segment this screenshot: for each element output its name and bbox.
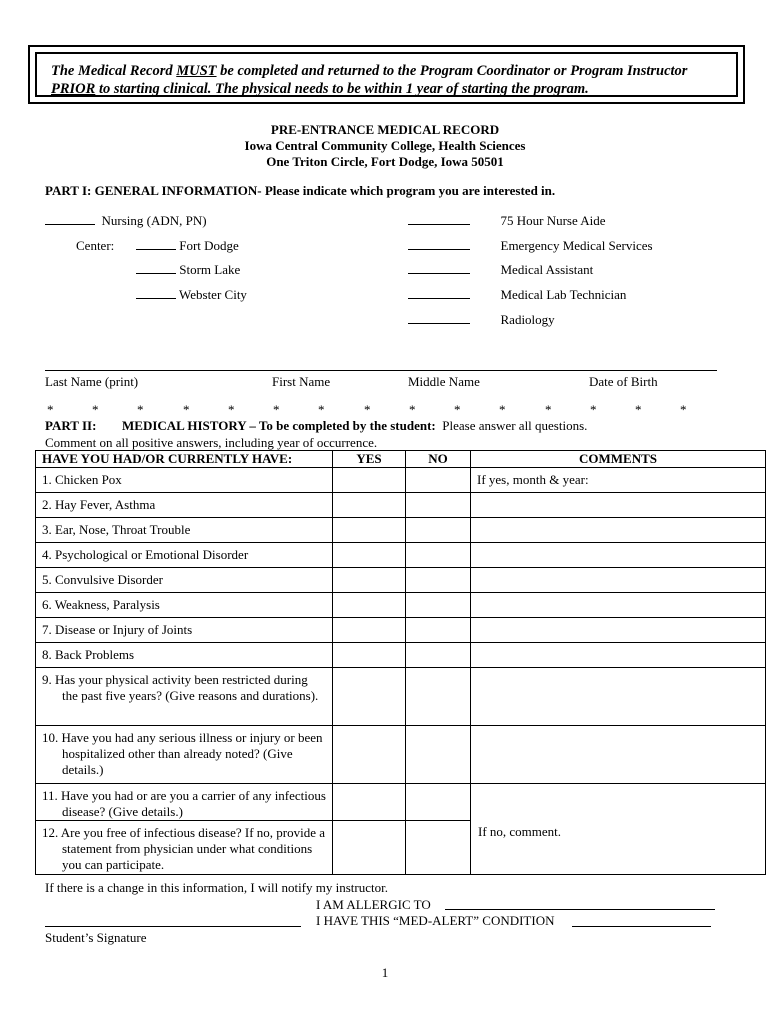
- center-blank[interactable]: [136, 287, 176, 299]
- center-webster-city[interactable]: [136, 287, 247, 303]
- comment-text: [477, 593, 759, 597]
- nursing-blank[interactable]: [45, 213, 95, 225]
- star-separator: *: [499, 402, 506, 417]
- question-cell: [36, 593, 333, 618]
- question-cell: [36, 518, 333, 543]
- nursing-label: Nursing (ADN, PN): [101, 213, 207, 228]
- program-label: 75 Hour Nurse Aide: [500, 213, 606, 228]
- center-fort-dodge[interactable]: [136, 238, 239, 254]
- signature-label: Student’s Signature: [45, 930, 147, 945]
- comment-text: [477, 543, 759, 547]
- question-cell: [36, 618, 333, 643]
- medical-history-table: [35, 450, 766, 875]
- program-nurse-aide[interactable]: [408, 213, 606, 229]
- notice-inner-border: [35, 52, 738, 97]
- table-row: [36, 726, 766, 784]
- program-med-lab[interactable]: [408, 287, 626, 303]
- yes-cell[interactable]: [333, 518, 406, 543]
- change-note: If there is a change in this information, I will notify my instructor.: [45, 880, 388, 895]
- allergic-entry-line[interactable]: [445, 909, 715, 910]
- comment-text: If no, comment.: [478, 824, 562, 839]
- comment-text: [477, 668, 759, 672]
- notice-part3: to starting clinical. The physical needs to be within 1 year of starting the program.: [95, 81, 589, 97]
- table-row: [36, 568, 766, 593]
- question-text: 4. Psychological or Emotional Disorder: [42, 547, 249, 562]
- last-name-label: Last Name (print): [45, 374, 139, 389]
- table-row: [36, 493, 766, 518]
- yes-cell[interactable]: [333, 618, 406, 643]
- medalert-entry-line[interactable]: [572, 926, 711, 927]
- no-cell[interactable]: [406, 493, 471, 518]
- program-ems[interactable]: [408, 238, 653, 254]
- comment-text: [477, 618, 759, 622]
- comment-note: Comment on all positive answers, including year of occurrence.: [45, 435, 378, 450]
- medalert-label: I HAVE THIS “MED-ALERT” CONDITION: [316, 913, 555, 928]
- part1-heading: PART I: GENERAL INFORMATION- Please indicate which program you are interested in.: [45, 183, 556, 198]
- question-text: 5. Convulsive Disorder: [42, 572, 163, 587]
- yes-cell[interactable]: [333, 643, 406, 668]
- yes-cell[interactable]: [333, 468, 406, 493]
- yes-cell[interactable]: [333, 593, 406, 618]
- part2-heading-line: [122, 418, 587, 434]
- yes-cell[interactable]: [333, 543, 406, 568]
- comment-cell[interactable]: [471, 568, 766, 593]
- middle-name-label: Middle Name: [408, 374, 480, 389]
- center-blank[interactable]: [136, 238, 176, 250]
- yes-cell[interactable]: [333, 821, 406, 875]
- star-separator: *: [137, 402, 144, 417]
- question-cell: [36, 568, 333, 593]
- program-label: Medical Assistant: [500, 262, 594, 277]
- no-cell[interactable]: [406, 821, 471, 875]
- form-title: PRE-ENTRANCE MEDICAL RECORD: [270, 122, 500, 137]
- notice-text: [51, 62, 687, 98]
- question-cell: [36, 543, 333, 568]
- notice-box: [28, 45, 745, 104]
- program-label: Radiology: [500, 312, 555, 327]
- star-separator: *: [364, 402, 371, 417]
- question-text: 11. Have you had or are you a carrier of any infectious disease? (Give details.): [42, 788, 326, 819]
- program-blank[interactable]: [408, 262, 470, 274]
- comment-cell[interactable]: [471, 468, 766, 493]
- program-medical-assistant[interactable]: [408, 262, 593, 278]
- comment-cell[interactable]: [471, 593, 766, 618]
- program-blank[interactable]: [408, 287, 470, 299]
- table-row: [36, 543, 766, 568]
- yes-cell[interactable]: [333, 726, 406, 784]
- star-separator: *: [409, 402, 416, 417]
- question-text: 6. Weakness, Paralysis: [42, 597, 160, 612]
- program-radiology[interactable]: [408, 312, 555, 328]
- no-cell[interactable]: [406, 618, 471, 643]
- notice-part1: The Medical Record: [51, 63, 177, 79]
- question-cell: [36, 643, 333, 668]
- no-cell[interactable]: [406, 568, 471, 593]
- yes-cell[interactable]: [333, 784, 406, 821]
- no-cell[interactable]: [406, 668, 471, 726]
- comment-text: If yes, month & year:: [477, 472, 589, 487]
- table-row: [36, 643, 766, 668]
- notice-part2: be completed and returned to the Program Coordinator or Program Instructor: [216, 63, 688, 79]
- comment-cell[interactable]: [471, 726, 766, 784]
- question-cell: [36, 784, 333, 821]
- center-label: Center:: [76, 238, 115, 253]
- notice-prior: PRIOR: [51, 81, 96, 97]
- question-text: 8. Back Problems: [42, 647, 135, 662]
- star-separator: *: [545, 402, 552, 417]
- star-separator: *: [47, 402, 54, 417]
- question-cell: [36, 726, 333, 784]
- table-row: [36, 618, 766, 643]
- comment-cell[interactable]: [471, 643, 766, 668]
- college-address: One Triton Circle, Fort Dodge, Iowa 50501: [266, 154, 504, 169]
- first-name-label: First Name: [272, 374, 331, 389]
- no-cell[interactable]: [406, 726, 471, 784]
- star-separator: *: [92, 402, 99, 417]
- no-cell[interactable]: [406, 543, 471, 568]
- header-comments: COMMENTS: [471, 451, 766, 468]
- yes-cell[interactable]: [333, 493, 406, 518]
- header-question: HAVE YOU HAD/OR CURRENTLY HAVE:: [36, 451, 333, 468]
- center-label-text: Webster City: [179, 287, 247, 302]
- star-separator: *: [183, 402, 190, 417]
- part2-label: PART II:: [45, 418, 97, 433]
- no-cell[interactable]: [406, 593, 471, 618]
- star-separator: *: [228, 402, 235, 417]
- star-separator: *: [635, 402, 642, 417]
- question-text: 7. Disease or Injury of Joints: [42, 622, 193, 637]
- question-cell: [36, 668, 333, 726]
- table-row: [36, 518, 766, 543]
- question-text: 9. Has your physical activity been restricted during the past five years? (Give reasons and durations).: [42, 672, 319, 703]
- star-separator: *: [680, 402, 687, 417]
- comment-cell[interactable]: [471, 493, 766, 518]
- star-separator: *: [318, 402, 325, 417]
- name-entry-line[interactable]: [45, 370, 717, 371]
- allergic-label: I AM ALLERGIC TO: [316, 897, 431, 912]
- question-cell: [36, 821, 333, 875]
- question-cell: [36, 468, 333, 493]
- program-blank[interactable]: [408, 238, 470, 250]
- header-yes: YES: [333, 451, 406, 468]
- star-separator: *: [590, 402, 597, 417]
- comment-text: [477, 726, 759, 730]
- header-no: NO: [406, 451, 471, 468]
- page-number: 1: [381, 965, 389, 980]
- comment-cell[interactable]: [471, 668, 766, 726]
- center-label-text: Storm Lake: [179, 262, 241, 277]
- table-row: [36, 468, 766, 493]
- question-text: 3. Ear, Nose, Throat Trouble: [42, 522, 191, 537]
- table-row: [36, 593, 766, 618]
- no-cell[interactable]: [406, 518, 471, 543]
- signature-line[interactable]: [45, 926, 301, 927]
- comment-text: [477, 493, 759, 497]
- table-header-row: [36, 451, 766, 468]
- notice-must: MUST: [176, 63, 217, 79]
- comment-text: [477, 568, 759, 572]
- no-cell[interactable]: [406, 643, 471, 668]
- yes-cell[interactable]: [333, 668, 406, 726]
- comment-cell[interactable]: [471, 543, 766, 568]
- question-text: 12. Are you free of infectious disease? If no, provide a statement from physician under what conditions you can participate.: [42, 825, 326, 872]
- center-label-text: Fort Dodge: [179, 238, 239, 253]
- program-blank[interactable]: [408, 213, 470, 225]
- program-blank[interactable]: [408, 312, 470, 324]
- no-cell[interactable]: [406, 468, 471, 493]
- star-separator: *: [454, 402, 461, 417]
- program-nursing[interactable]: [45, 213, 207, 229]
- comment-cell[interactable]: [471, 618, 766, 643]
- comment-cell[interactable]: [471, 518, 766, 543]
- dob-label: Date of Birth: [589, 374, 658, 389]
- college-name: Iowa Central Community College, Health Sciences: [244, 138, 526, 153]
- question-text: 1. Chicken Pox: [42, 472, 122, 487]
- comment-text: [477, 643, 759, 647]
- comment-text: [477, 518, 759, 522]
- no-cell[interactable]: [406, 784, 471, 821]
- program-label: Emergency Medical Services: [500, 238, 653, 253]
- center-storm-lake[interactable]: [136, 262, 240, 278]
- table-row: [36, 668, 766, 726]
- question-text: 2. Hay Fever, Asthma: [42, 497, 156, 512]
- star-separator: *: [273, 402, 280, 417]
- program-label: Medical Lab Technician: [500, 287, 627, 302]
- yes-cell[interactable]: [333, 568, 406, 593]
- part2-heading: MEDICAL HISTORY – To be completed by the student:: [122, 418, 436, 433]
- table-row: [36, 784, 766, 821]
- question-cell: [36, 493, 333, 518]
- center-blank[interactable]: [136, 262, 176, 274]
- part2-instruction: Please answer all questions.: [442, 418, 588, 433]
- question-text: 10. Have you had any serious illness or injury or been hospitalized other than already noted? (Give details.): [42, 730, 323, 777]
